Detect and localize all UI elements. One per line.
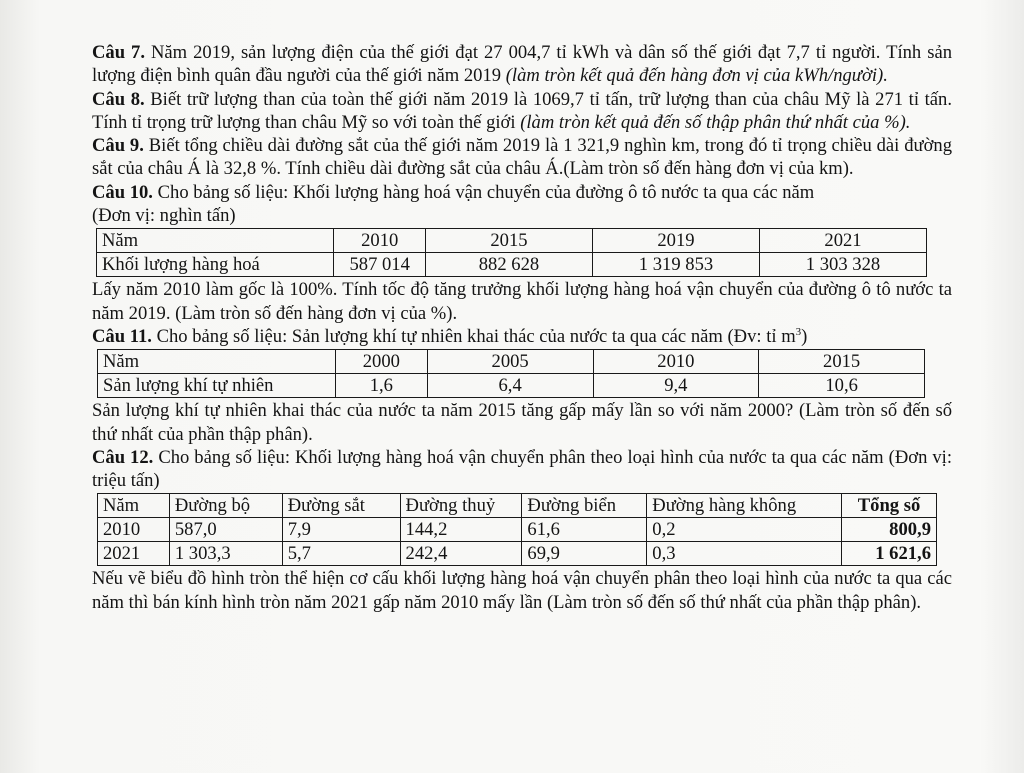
table-cell: Tổng số xyxy=(842,494,937,518)
table-cell: Đường biển xyxy=(522,494,647,518)
table-cell: 69,9 xyxy=(522,542,647,566)
document-content xyxy=(92,41,952,614)
table-header-row xyxy=(98,494,937,518)
table-cell: 2010 xyxy=(593,350,759,374)
table-cell: 587,0 xyxy=(169,518,282,542)
table-cell: 587 014 xyxy=(334,253,426,277)
question-label: Câu 9. xyxy=(92,135,144,157)
unit-note: (Đơn vị: nghìn tấn) xyxy=(92,205,236,227)
table-header-row xyxy=(98,350,925,374)
table-cell: 2015 xyxy=(759,350,925,374)
table-cell: 2021 xyxy=(98,542,170,566)
table-cell: Đường bộ xyxy=(169,494,282,518)
question-9 xyxy=(92,134,952,181)
question-text: Biết trữ lượng than của toàn thế giới năm 2019 là 1069,7 tỉ tấn, trữ lượng than của châu Mỹ là 271 tỉ tấn. Tính tỉ trọng trữ lượng than châu Mỹ so với toàn thế giới xyxy=(92,88,952,133)
table-cell: 9,4 xyxy=(593,374,759,398)
question-10-task: Lấy năm 2010 làm gốc là 100%. Tính tốc độ tăng trưởng khối lượng hàng hoá vận chuyển của đường ô tô nước ta năm 2019. (Làm tròn số đến hàng đơn vị của %). xyxy=(92,279,952,324)
question-11 xyxy=(92,325,952,348)
question-8 xyxy=(92,88,952,135)
question-note: (làm tròn kết quả đến số thập phân thứ nhất của %). xyxy=(520,111,911,133)
table-cell: 61,6 xyxy=(522,518,647,542)
table-q10 xyxy=(96,228,927,277)
table-row xyxy=(97,253,927,277)
table-cell: 882 628 xyxy=(425,253,592,277)
question-note: (làm tròn kết quả đến hàng đơn vị của kWh/người). xyxy=(505,65,888,87)
table-cell: Năm xyxy=(97,229,334,253)
question-label: Câu 12. xyxy=(92,446,154,468)
table-cell: 2019 xyxy=(592,229,759,253)
question-text: Cho bảng số liệu: Khối lượng hàng hoá vận chuyển của đường ô tô nước ta qua các năm xyxy=(157,181,815,203)
question-text: Cho bảng số liệu: Khối lượng hàng hoá vận chuyển phân theo loại hình của nước ta qua các năm (Đơn vị: triệu tấn) xyxy=(92,446,952,492)
table-cell: 242,4 xyxy=(400,542,522,566)
question-12-task: Nếu vẽ biểu đồ hình tròn thể hiện cơ cấu khối lượng hàng hoá vận chuyển phân theo loại hình của nước ta qua các năm thì bán kính hình tròn năm 2021 gấp năm 2010 mấy lần (Làm tròn số đến số thứ nhất của phần thập phân). xyxy=(92,568,952,613)
table-q12 xyxy=(97,493,937,566)
table-cell: 0,2 xyxy=(647,518,842,542)
table-cell: 6,4 xyxy=(427,374,593,398)
table-cell: 2015 xyxy=(425,229,592,253)
table-cell: 144,2 xyxy=(400,518,522,542)
table-row xyxy=(98,518,937,542)
table-cell: 2005 xyxy=(427,350,593,374)
table-cell: 1 319 853 xyxy=(592,253,759,277)
table-cell: 1 621,6 xyxy=(842,542,937,566)
question-label: Câu 8. xyxy=(92,88,145,110)
table-cell: Sản lượng khí tự nhiên xyxy=(98,374,336,398)
bracket: ) xyxy=(801,325,808,347)
question-label: Câu 11. xyxy=(92,325,152,347)
question-12 xyxy=(92,446,952,493)
table-row xyxy=(98,374,925,398)
table-cell: Năm xyxy=(98,350,336,374)
question-label: Câu 7. xyxy=(92,42,145,63)
superscript: 3 xyxy=(795,325,802,338)
table-cell: Đường sắt xyxy=(282,494,400,518)
question-text: Cho bảng số liệu: Sản lượng khí tự nhiên khai thác của nước ta qua các năm (Đv: tỉ m xyxy=(156,325,796,347)
table-cell: Đường thuỷ xyxy=(400,494,522,518)
table-cell: 2000 xyxy=(335,350,427,374)
table-cell: Năm xyxy=(98,494,170,518)
table-cell: 10,6 xyxy=(759,374,925,398)
table-cell: 2021 xyxy=(759,229,926,253)
question-11-task: Sản lượng khí tự nhiên khai thác của nước ta năm 2015 tăng gấp mấy lần so với năm 2000? (Làm tròn số đến số thứ nhất của phần thập phân). xyxy=(92,400,952,445)
table-cell: 1 303,3 xyxy=(169,542,282,566)
table-cell: 5,7 xyxy=(282,542,400,566)
table-cell: 1 303 328 xyxy=(759,253,926,277)
table-cell: 1,6 xyxy=(335,374,427,398)
table-cell: Đường hàng không xyxy=(647,494,842,518)
table-q11 xyxy=(97,349,925,398)
table-cell: 0,3 xyxy=(647,542,842,566)
table-header-row xyxy=(97,229,927,253)
question-label: Câu 10. xyxy=(92,181,153,203)
table-cell: Khối lượng hàng hoá xyxy=(97,253,334,277)
table-cell: 2010 xyxy=(334,229,426,253)
table-cell: 800,9 xyxy=(842,518,937,542)
question-text: Biết tổng chiều dài đường sắt của thế giới năm 2019 là 1 321,9 nghìn km, trong đó tỉ trọng chiều dài đường sắt của châu Á là 32,8 %. Tính chiều dài đường sắt của châu Á.(Làm tròn số đến hàng đơn vị của km). xyxy=(92,135,952,180)
question-7 xyxy=(92,41,952,88)
question-10 xyxy=(92,181,952,228)
question-text: Năm 2019, sản lượng điện của thế giới đạt 27 004,7 tỉ kWh và dân số thế giới đạt 7,7 tỉ người. Tính sản lượng điện bình quân đầu người của thế giới năm 2019 xyxy=(92,42,952,87)
table-cell: 2010 xyxy=(98,518,170,542)
table-row xyxy=(98,542,937,566)
table-cell: 7,9 xyxy=(282,518,400,542)
